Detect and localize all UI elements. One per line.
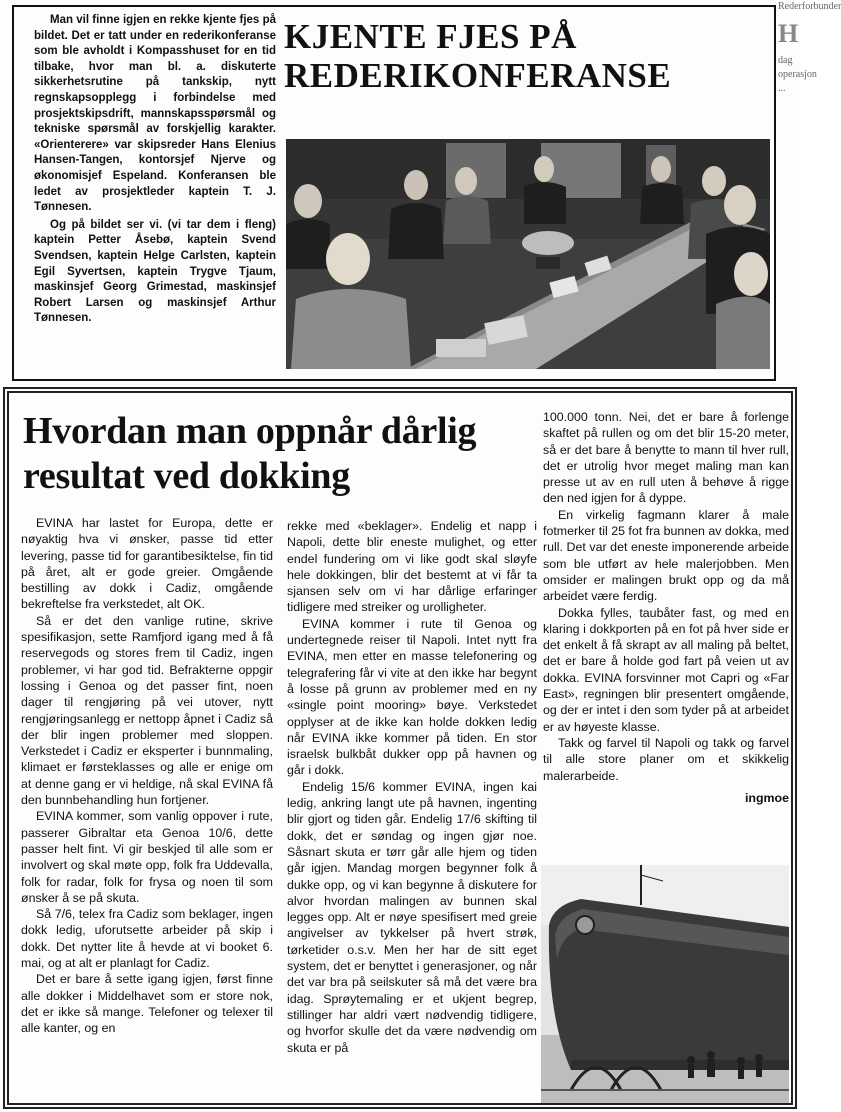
article-paragraph: Takk og farvel til Napoli og takk og farvel til alle store planer om et skikkelig malerarbeide.: [543, 735, 789, 783]
article-paragraph: Så er det den vanlige rutine, skrive spesifikasjon, sette Ramfjord igang med å få reservegods og stores frem til Cadiz, ingen problemer, vi har god tid. Befrakterne oppgir lossing i Genoa og det passer fint, noen dager til rengjøring på vei utover, nytt rengjøringsanlegg er nettopp åpnet i Cadiz så der blir ingen problemer med sloppen. Verkstedet i Cadiz er eksperter i bunnmaling, klimaet er førsteklasses og alle er enige om at denne gang er vi heldige, nå skal EVINA få den bunnbehandling hun fortjener.: [21, 613, 273, 808]
conference-photo: [286, 139, 770, 369]
article-column-1: [21, 515, 273, 1103]
adjacent-line: H: [778, 19, 799, 48]
article-paragraph: Endelig 15/6 kommer EVINA, ingen kai ledig, ankring langt ute på havnen, ingenting blir gjort og tiden går. Endelig 17/6 skifting til dokk, det er søndag og ingen gjør noe. Såsnart skuta er tørr går alle hjem og tiden går igjen. Mandag morgen begynner folk å dukke opp, og vi kan begynne å diskutere for alvor hvordan malingen av bunnen skal legges opp. Alt er nøye spesifisert med greie angivelser av tykkelser på hvert strøk, tørketider o.s.v. Men her har de sitt eget system, det er benyttet i generasjoner, og når det var bra på seilskuter så må det være bra idag. Sprøytemaling er et ukjent begrep, stillinger har aldri vært nødvendig tidligere, og hvorfor skulle det da være nødvendig om skuta er på: [287, 779, 537, 1055]
conference-article: [12, 5, 776, 381]
article-paragraph: 100.000 tonn. Nei, det er bare å forlenge skaftet på rullen og om det blir 15-20 meter, så er det bare å benytte to mann til hver rull, det er utrolig hvor meget maling man kan presse ut av en rull uten å behøve å rigge den ned igjen for å dyppe.: [543, 410, 789, 506]
conference-title: KJENTE FJES PÅ REDERIKONFERANSE: [284, 17, 672, 95]
article-paragraph: EVINA kommer i rute til Genoa og undertegnede reiser til Napoli. Intet nytt fra EVINA, men etter en masse telefonering og telegrafering får vi vite at den ikke har begynt å losse på grunn av problemer med en ny «single point mooring» bøye. Verkstedet opplyser at de ikke kan holde dokken ledig når EVINA ikke kommer på tiden. En stor israelsk bulkbåt dukker opp på havnen og går i dokk.: [287, 616, 537, 778]
author-signature: ingmoe: [744, 790, 789, 805]
docking-article: [3, 387, 797, 1109]
adjacent-page-fragment: [778, 0, 841, 130]
intro-paragraph: Man vil finne igjen en rekke kjente fjes på bildet. Det er tatt under en rederikonferanse som ble avholdt i Kompasshuset for en tid tilbake, hvor man bl. a. diskuterte sikkerhetsrutine på tankskip, nytt regnskapsopplegg i forbindelse med prosjektskipsdrift, mannskapsspørsmål og tekniske spørsmål av forskjellig karakter. «Orienterere» var skipsreder Hans Elenius Hansen-Tangen, kontorsjef Njerve og økonomisjef Espeland. Konferansen ble ledet av prosjektleder kaptein T. J. Tønnesen.: [34, 14, 276, 214]
article-paragraph: En virkelig fagmann klarer å male fotmerker til 25 fot fra bunnen av dokka, med rull. Det var det eneste imponerende arbeide som ble utført av hele malerjobben. Men omsider er malingen brukt opp og da må arbeidet være ferdig.: [543, 507, 789, 604]
adjacent-line: dag operasjon ...: [778, 55, 817, 94]
article-column-2: [287, 518, 537, 1103]
article-paragraph: rekke med «beklager». Endelig et napp i Napoli, dette blir eneste mulighet, og etter endel fundering om vi like godt skal sløyfe hele dokkingen, blir det bestemt at vi får ta sjansen selv om vi har dårlige erfaringer tidligere med streiker og urolligheter.: [287, 519, 537, 615]
adjacent-line: Rederforbunder: [778, 1, 841, 12]
meeting-room-illustration: [286, 139, 770, 369]
article-paragraph: Dokka fylles, taubåter fast, og med en klaring i dokkporten på en fot på hver side er det enkelt å få skrapt av all maling på beltet, det er bare å holde god fart på veien ut av dokka. EVINA forsvinner mot Capri og «Far East», regningen blir presentert omgående, og der er intet i den som tyder på at arbeidet er av høyeste klasse.: [543, 605, 789, 734]
article-paragraph: Så 7/6, telex fra Cadiz som beklager, ingen dokk ledig, uforutsette arbeider på skip i dokk. Det nytter lite å hevde at vi booket 6. mai, og at alt er planlagt for Cadiz.: [21, 907, 273, 971]
article-paragraph: EVINA kommer, som vanlig oppover i rute, passerer Gibraltar eta Genoa 10/6, dette passer helt fint. Vi gir beskjed til alle som er involvert og skal møte opp, folk fra Uddevalla, folk for radar, folk for frysa og noen til som ønsker å se på skuta.: [21, 809, 273, 905]
article-paragraph: Det er bare å sette igang igjen, først finne alle dokker i Middelhavet som er store nok, det er ikke så mange. Telefoner og telexer til alle kanter, og en: [21, 972, 273, 1036]
tanker-illustration: [541, 865, 789, 1103]
docking-headline: Hvordan man oppnår dårlig resultat ved dokking: [23, 410, 477, 497]
intro-paragraph: Og på bildet ser vi. (vi tar dem i fleng) kaptein Petter Åsebø, kaptein Svend Svendsen, kaptein Helge Carlsten, kaptein Egil Syvertsen, kaptein Trygve Tjaum, maskinsjef Georg Grimestad, maskinsjef Robert Larsen og maskinsjef Arthur Tønnesen.: [34, 218, 276, 325]
article-paragraph: EVINA har lastet for Europa, dette er nøyaktig hva vi ønsker, passe tid etter levering, passe tid for garantibesiktelse, fin tid på året, alt er gode greier. Omgående bestilling av dokk i Cadiz, omgående bekreftelse fra verkstedet, alt OK.: [21, 516, 273, 612]
ship-in-dock-photo: [541, 865, 789, 1103]
conference-intro: [34, 13, 276, 377]
article-column-3: [543, 409, 789, 859]
